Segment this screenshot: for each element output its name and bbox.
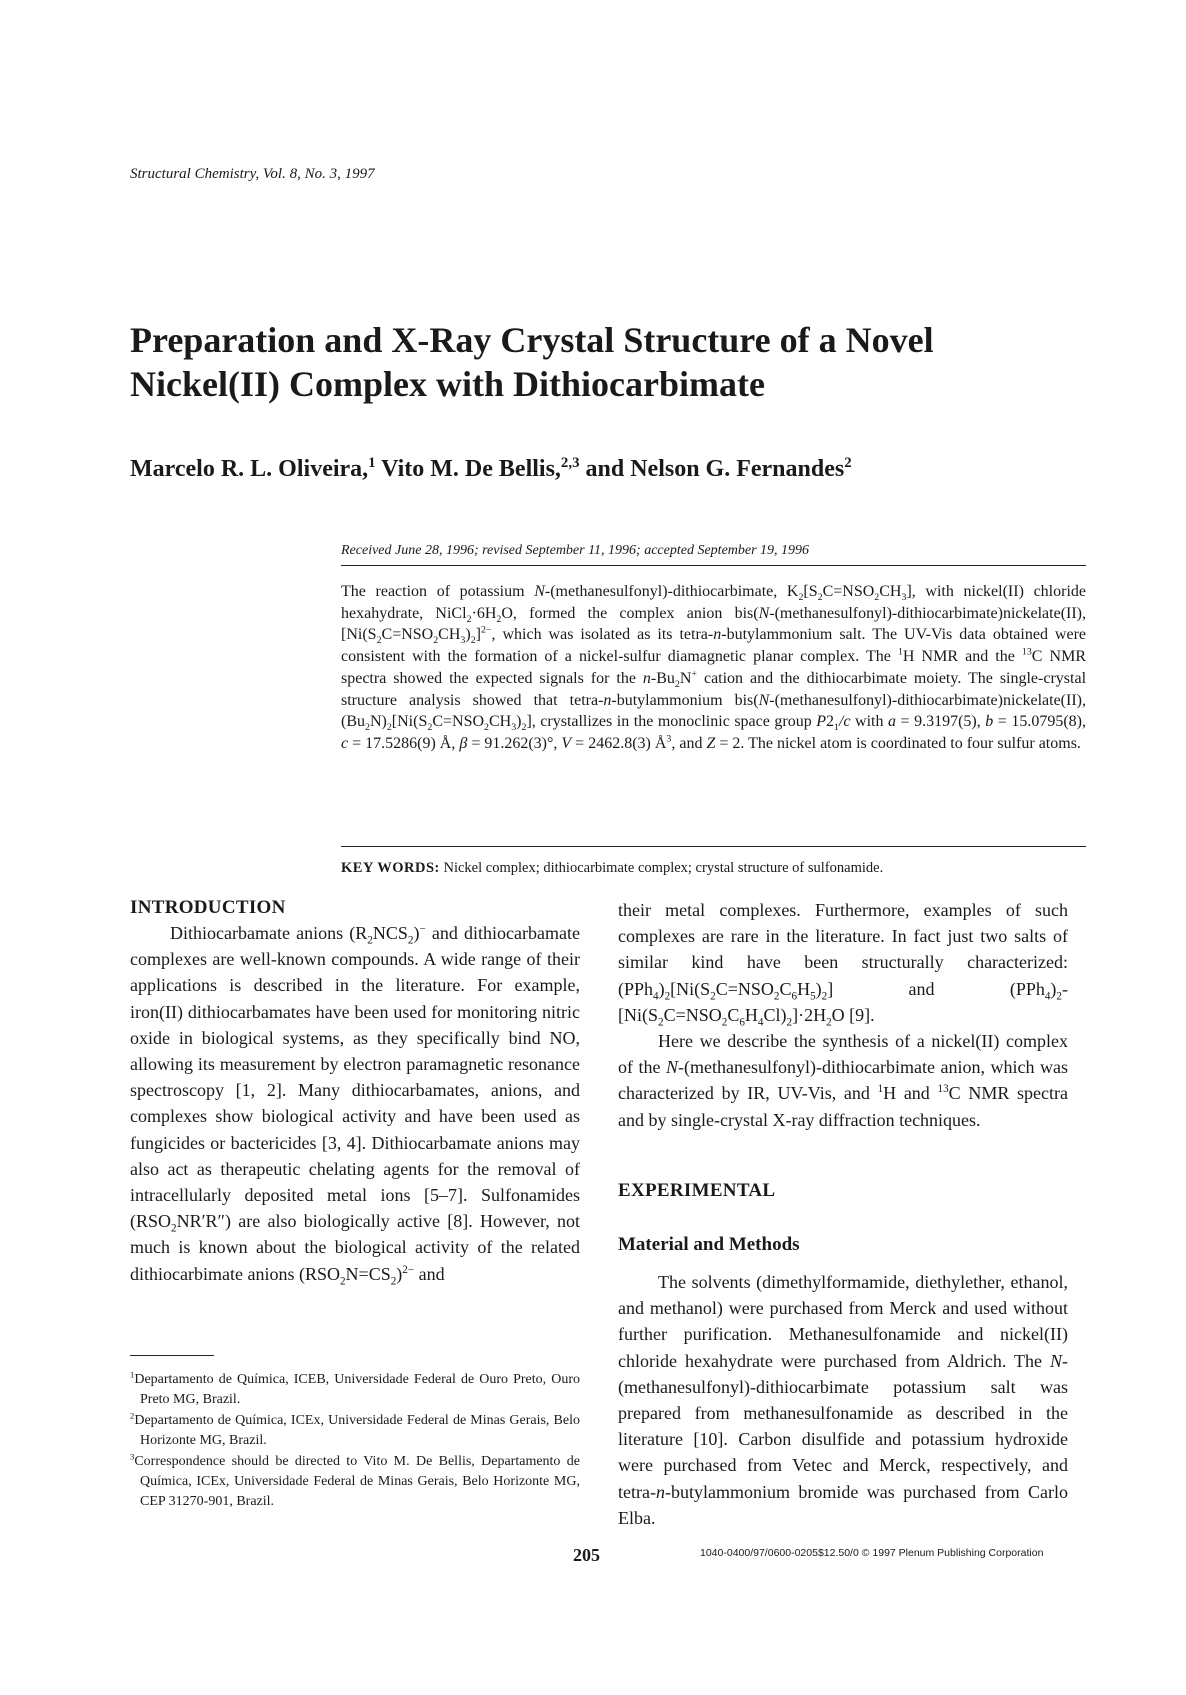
- author-3-affil: 2: [844, 455, 852, 471]
- right-column-text: their metal complexes. Furthermore, examples of such complexes are rare in the literature. In fact just two salts of similar kind have been structurally characterized: $(PPh_4)_2[Ni(S_2C=NSO_2C_6H_5)_2]$ and $(PPh_4)_2-[Ni(S_2C=NSO_2C_6H_4Cl)_2]\cdot 2H_2O$ [9]. Here we describe the synthesis of a nickel(II) complex of the N-(methanesulfonyl)-dithiocarbimate anion, which was characterized by IR, UV-Vis, and $^1$H and $^{13}$C NMR spectra and by single-crystal X-ray diffraction techniques.: [618, 900, 1068, 1130]
- journal-header: Structural Chemistry, Vol. 8, No. 3, 1997: [130, 166, 375, 182]
- keywords: [341, 860, 1086, 877]
- footnote-3: $^3$Correspondence should be directed to Vito M. De Bellis, Departamento de Química, ICEx, Universidade Federal de Minas Gerais, Belo Horizonte MG, CEP 31270-901, Brazil.: [130, 1451, 580, 1509]
- keywords-text: Nickel complex; dithiocarbimate complex; crystal structure of sulfonamide.: [439, 860, 884, 876]
- abstract-bottom-rule: [341, 846, 1086, 847]
- introduction-text: Dithiocarbamate anions $(R_2NCS_2)^-$ and dithiocarbamate complexes are well-known compounds. A wide range of their applications is described in the literature. For example, iron(II) dithiocarbamates have been used for monitoring nitric oxide in biological systems, as they specifically bind NO, allowing its measurement by electron paramagnetic resonance spectroscopy [1, 2]. Many dithiocarbamates, anions, and complexes show biological activity and have been used as fungicides or bactericides [3, 4]. Dithiocarbamate anions may also act as therapeutic chelating agents for the removal of intracellularly deposited metal ions [5–7]. Sulfonamides $(RSO_2NR'R'')$ are also biologically active [8]. However, not much is known about the biological activity of the related dithiocarbimate anions $(RSO_2N=CS_2)^{2-}$ and: [130, 923, 580, 1288]
- experimental-heading: EXPERIMENTAL: [618, 1180, 776, 1201]
- author-list: [130, 456, 852, 483]
- abstract-top-rule: [341, 565, 1086, 566]
- footnote-rule: [130, 1355, 214, 1356]
- abstract: The reaction of potassium N-(methanesulfonyl)-dithiocarbimate, $K_2[S_2C=NSO_2CH_3]$, with nickel(II) chloride hexahydrate, $NiCl_2\cdot 6H_2O$, formed the complex anion bis(N-(methanesulfonyl)-dithiocarbimate)nickelate(II), $[Ni(S_2C=NSO_2CH_3)_2]^{2-}$, which was isolated as its tetra-n-butylammonium salt. The UV-Vis data obtained were consistent with the formation of a nickel-sulfur diamagnetic planar complex. The $^1$H NMR and the $^{13}$C NMR spectra showed the expected signals for the $n-Bu_2N^+$ cation and the dithiocarbimate moiety. The single-crystal structure analysis showed that tetra-n-butylammonium bis(N-(methanesulfonyl)-dithiocarbimate)nickelate(II), $(Bu_2N)_2[Ni(S_2C=NSO_2CH_3)_2]$, crystallizes in the monoclinic space group $P2_1/c$ with a = 9.3197(5), b = 15.0795(8), c = 17.5286(9) Å, β = 91.262(3)°, V = 2462.8(3) $Å^3$, and Z = 2. The nickel atom is coordinated to four sulfur atoms.: [341, 583, 1087, 752]
- page-number: 205: [573, 1545, 600, 1565]
- author-1-affil: 1: [368, 455, 376, 471]
- paper-title: Preparation and X-Ray Crystal Structure of a Novel Nickel(II) Complex with Dithiocarbimate: [130, 320, 934, 404]
- keywords-label: KEY WORDS:: [341, 860, 440, 876]
- publisher-code: 1040-0400/97/0600-0205$12.50/0 © 1997 Plenum Publishing Corporation: [700, 1547, 1044, 1559]
- footnote-2: $^2$Departamento de Química, ICEx, Universidade Federal de Minas Gerais, Belo Horizonte MG, Brazil.: [130, 1410, 580, 1448]
- received-dates: Received June 28, 1996; revised September 11, 1996; accepted September 19, 1996: [341, 543, 810, 558]
- footnote-1: $^1$Departamento de Química, ICEB, Universidade Federal de Ouro Preto, Ouro Preto MG, Brazil.: [130, 1369, 580, 1407]
- materials-methods-text: The solvents (dimethylformamide, diethylether, ethanol, and methanol) were purchased from Merck and used without further purification. Methanesulfonamide and nickel(II) chloride hexahydrate were purchased from Aldrich. The N-(methanesulfonyl)-dithiocarbimate potassium salt was prepared from methanesulfonamide as described in the literature [10]. Carbon disulfide and potassium hydroxide were purchased from Vetec and Merck, respectively, and tetra-n-butylammonium bromide was purchased from Carlo Elba.: [618, 1272, 1068, 1528]
- footnotes: [130, 1370, 580, 1513]
- introduction-heading: INTRODUCTION: [130, 897, 286, 918]
- materials-methods-heading: Material and Methods: [618, 1234, 800, 1255]
- author-2: Vito M. De Bellis,: [375, 456, 561, 482]
- author-2-affil: 2,3: [560, 455, 580, 471]
- author-3: and Nelson G. Fernandes: [579, 456, 845, 482]
- author-1: Marcelo R. L. Oliveira,: [130, 456, 369, 482]
